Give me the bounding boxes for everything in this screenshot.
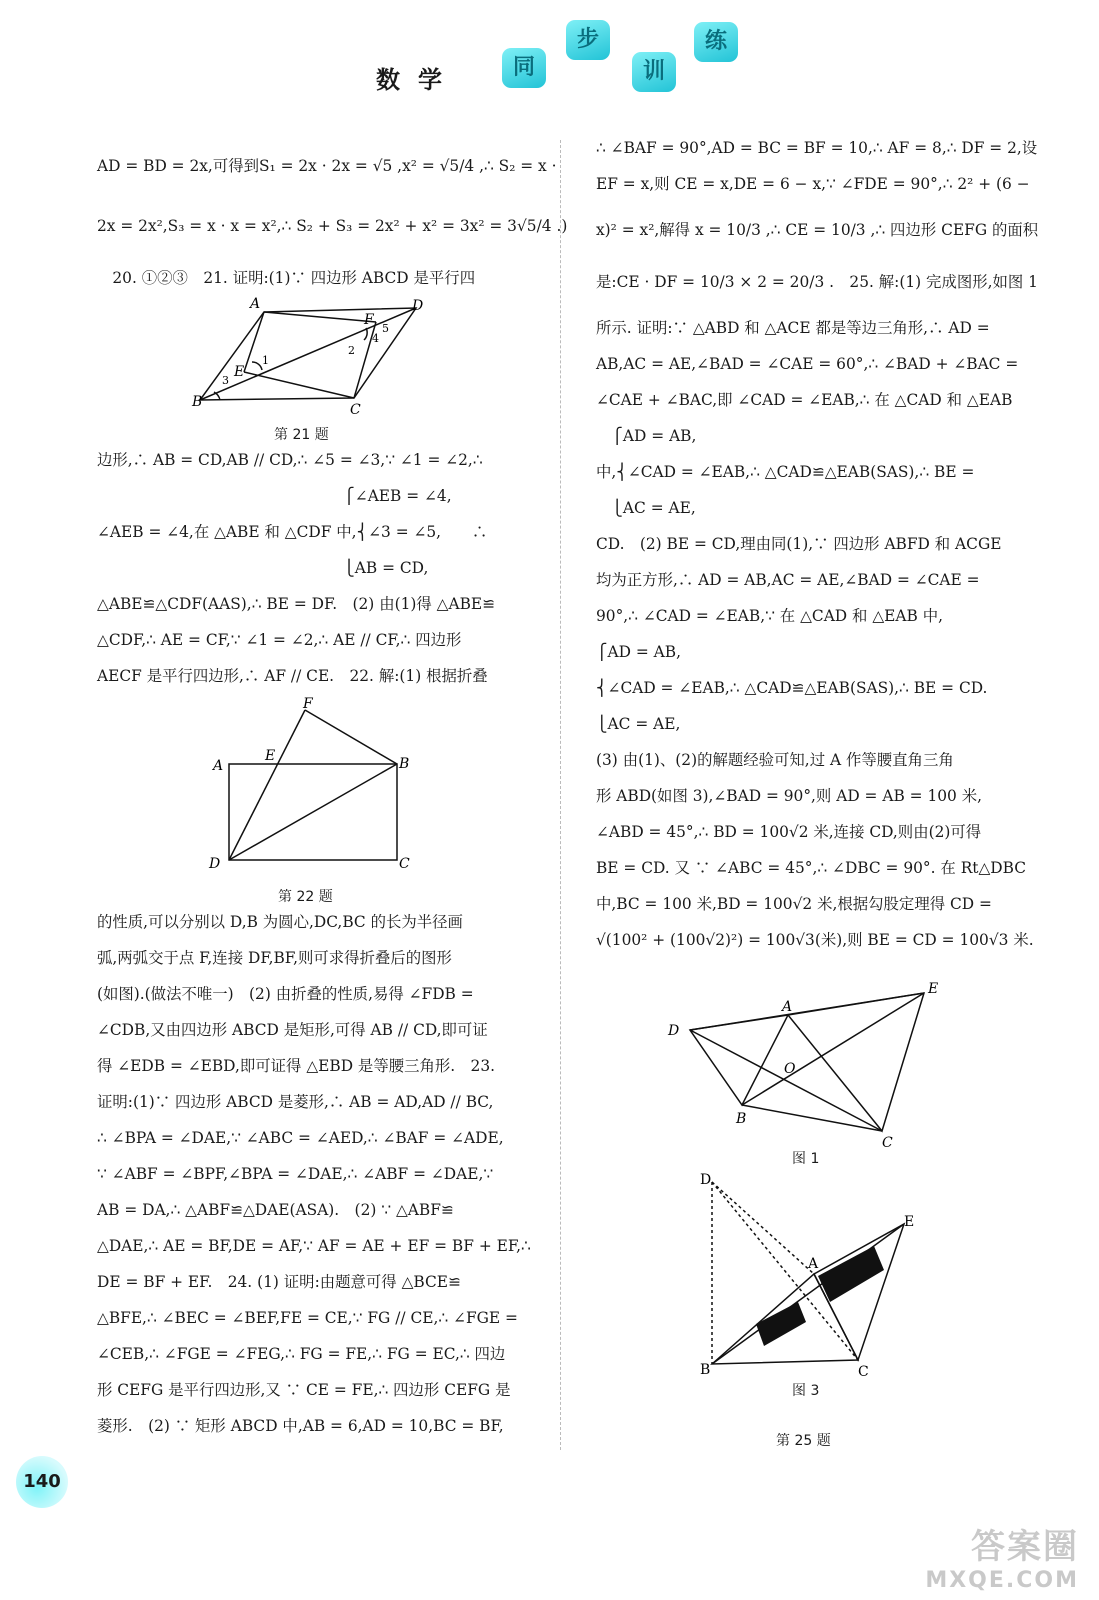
column-divider: [560, 140, 561, 1450]
text-line: 边形,∴ AB = CD,AB // CD,∴ ∠5 = ∠3,∵ ∠1 = ∠2,∴: [97, 451, 483, 469]
text-line: ∠CDB,又由四边形 ABCD 是矩形,可得 AB // CD,即可证: [97, 1021, 488, 1039]
text-line: ⎩AC = AE,: [596, 715, 681, 733]
text-line: 证明:(1)∵ 四边形 ABCD 是菱形,∴ AB = AD,AD // BC,: [97, 1093, 494, 1111]
fig21-label-D: D: [412, 298, 424, 314]
text-line: 中,⎨∠CAD = ∠EAB,∴ △CAD≌△EAB(SAS),∴ BE =: [596, 463, 975, 481]
figure-1: [660, 975, 960, 1150]
text-line: 所示. 证明:∵ △ABD 和 △ACE 都是等边三角形,∴ AD =: [596, 319, 990, 337]
fig21-label-A: A: [250, 296, 261, 312]
header-badge-1: 同: [502, 48, 546, 88]
fig1-label-B: B: [736, 1111, 747, 1127]
fig21-angle-3: 3: [222, 374, 229, 387]
text-line: 的性质,可以分别以 D,B 为圆心,DC,BC 的长为半径画: [97, 913, 463, 931]
fig1-line-BE: [742, 993, 924, 1105]
fig21-angle-4: 4: [372, 332, 379, 345]
fig21-label-B: B: [192, 394, 203, 410]
text-line: 90°,∴ ∠CAD = ∠EAB,∵ 在 △CAD 和 △EAB 中,: [596, 607, 943, 625]
text-line: 得 ∠EDB = ∠EBD,即可证得 △EBD 是等腰三角形. 23.: [97, 1057, 496, 1075]
watermark-line: MXQE.COM: [925, 1568, 1079, 1593]
text-line: ⎨∠CAD = ∠EAB,∴ △CAD≌△EAB(SAS),∴ BE = CD.: [596, 679, 988, 697]
text-line: AD = BD = 2x,可得到S₁ = 2x · 2x = √5 ,x² = √5/4 ,∴ S₂ = x ·: [97, 157, 557, 175]
text-line: CD. (2) BE = CD,理由同(1),∵ 四边形 ABFD 和 ACGE: [596, 535, 1002, 553]
fig1-line-DC: [690, 1030, 882, 1131]
text-line: DE = BF + EF. 24. (1) 证明:由题意可得 △BCE≌: [97, 1273, 461, 1291]
fig21-angle-5: 5: [382, 322, 389, 335]
fig21-angle-arc: [252, 362, 262, 370]
fig22-caption: 第 22 题: [278, 889, 333, 905]
text-line: AECF 是平行四边形,∴ AF // CE. 22. 解:(1) 根据折叠: [97, 667, 488, 685]
text-line: 是:CE · DF = 10/3 × 2 = 20/3 . 25. 解:(1) 完成图形,如图 1: [596, 273, 1038, 291]
text-line: 2x = 2x²,S₃ = x · x = x²,∴ S₂ + S₃ = 2x² + x² = 3x² = 3√5/4 .): [97, 217, 568, 235]
fig1-line-DE: [690, 993, 924, 1030]
fig1-caption: 图 1: [792, 1151, 820, 1167]
text-line: ∴ ∠BAF = 90°,AD = BC = BF = 10,∴ AF = 8,∴ DF = 2,设: [596, 139, 1038, 157]
fig22-label-D: D: [209, 856, 221, 872]
fig1-label-C: C: [882, 1135, 893, 1150]
text-line: 弧,两弧交于点 F,连接 DF,BF,则可求得折叠后的图形: [97, 949, 452, 967]
fig3-label-C: C: [858, 1364, 869, 1378]
text-line: ∴ ∠BPA = ∠DAE,∵ ∠ABC = ∠AED,∴ ∠BAF = ∠ADE,: [97, 1129, 504, 1147]
fig22-label-C: C: [399, 856, 410, 872]
fig3-dashed-DA: [712, 1182, 814, 1274]
fig3-block: [818, 1246, 884, 1302]
fig22-label-F: F: [303, 696, 313, 712]
text-line: △CDF,∴ AE = CF,∵ ∠1 = ∠2,∴ AE // CF,∴ 四边形: [97, 631, 462, 649]
fig22-label-B: B: [399, 756, 410, 772]
text-line: 菱形. (2) ∵ 矩形 ABCD 中,AB = 6,AD = 10,BC = BF,: [97, 1417, 504, 1435]
fig25-caption: 第 25 题: [776, 1433, 831, 1449]
text-line: △DAE,∴ AE = BF,DE = AF,∵ AF = AE + EF = BF + EF,∴: [97, 1237, 531, 1255]
page-number: 140: [16, 1456, 68, 1508]
fig21-line-EC: [244, 372, 354, 398]
text-line: ∠CAE + ∠BAC,即 ∠CAD = ∠EAB,∴ 在 △CAD 和 △EAB: [596, 391, 1013, 409]
header-badge-2: 步: [566, 20, 610, 60]
fig3-block: [756, 1302, 806, 1346]
fig1-label-D: D: [668, 1023, 680, 1039]
text-line: EF = x,则 CE = x,DE = 6 − x,∵ ∠FDE = 90°,∴ 2² + (6 −: [596, 175, 1030, 193]
fig22-diagonal-DB: [229, 764, 397, 860]
fig21-line-AF: [264, 312, 376, 322]
fig22-label-A: A: [213, 758, 224, 774]
text-line: AB = DA,∴ △ABF≌△DAE(ASA). (2) ∵ △ABF≌: [97, 1201, 454, 1219]
fig3-label-D: D: [700, 1172, 712, 1188]
fig3-caption: 图 3: [792, 1383, 820, 1399]
figure-21: [180, 292, 440, 417]
fig3-label-A: A: [808, 1256, 819, 1272]
text-line: (如图).(做法不唯一) (2) 由折叠的性质,易得 ∠FDB =: [97, 985, 474, 1003]
fig22-line-FB: [305, 710, 397, 764]
text-line: △BFE,∴ ∠BEC = ∠BEF,FE = CE,∵ FG // CE,∴ ∠FGE =: [97, 1309, 518, 1327]
text-line: BE = CD. 又 ∵ ∠ABC = 45°,∴ ∠DBC = 90°. 在 Rt△DBC: [596, 859, 1027, 877]
fig1-line-BC: [742, 1105, 882, 1131]
left-column-part1: [97, 148, 568, 296]
watermark: [925, 1527, 1079, 1598]
text-line: 形 ABD(如图 3),∠BAD = 90°,则 AD = AB = 100 米,: [596, 787, 982, 805]
text-line: ⎧∠AEB = ∠4,: [97, 487, 452, 505]
left-column-part3: [97, 904, 529, 1444]
text-line: x)² = x²,解得 x = 10/3 ,∴ CE = 10/3 ,∴ 四边形 CEFG 的面积: [596, 221, 1039, 239]
fig1-label-A: A: [782, 999, 793, 1015]
fig1-label-O: O: [784, 1061, 796, 1077]
right-column: [596, 130, 1039, 958]
figure-3: [690, 1168, 930, 1378]
fig21-label-C: C: [350, 402, 361, 417]
text-line: 均为正方形,∴ AD = AB,AC = AE,∠BAD = ∠CAE =: [596, 571, 980, 589]
header-badge-3: 训: [632, 52, 676, 92]
fig21-caption: 第 21 题: [274, 427, 329, 443]
fig21-angle-2: 2: [348, 344, 355, 357]
text-line: ∠AEB = ∠4,在 △ABE 和 △CDF 中,⎨∠3 = ∠5, ∴: [97, 523, 488, 541]
fig22-label-E: E: [265, 748, 276, 764]
watermark-line: 答案圈: [971, 1527, 1079, 1567]
text-line: 中,BC = 100 米,BD = 100√2 米,根据勾股定理得 CD =: [596, 895, 992, 913]
text-line: ∠ABD = 45°,∴ BD = 100√2 米,连接 CD,则由(2)可得: [596, 823, 982, 841]
text-line: △ABE≌△CDF(AAS),∴ BE = DF. (2) 由(1)得 △ABE≌: [97, 595, 496, 613]
text-line: ∠CEB,∴ ∠FGE = ∠FEG,∴ FG = FE,∴ FG = EC,∴ 四边: [97, 1345, 506, 1363]
fig1-triangle-ACE: [788, 993, 924, 1131]
text-line: ⎩AB = CD,: [97, 559, 429, 577]
text-line: ⎧AD = AB,: [596, 427, 697, 445]
fig21-line-AE: [244, 312, 264, 372]
fig21-angle-arc: [214, 392, 220, 400]
fig3-line-BE: [712, 1224, 904, 1364]
text-line: ∵ ∠ABF = ∠BPF,∠BPA = ∠DAE,∴ ∠ABF = ∠DAE,∵: [97, 1165, 494, 1183]
fig1-triangle-ABD: [690, 1015, 788, 1105]
figure-22: [205, 692, 425, 877]
header-badge-4: 练: [694, 22, 738, 62]
text-line: (3) 由(1)、(2)的解题经验可知,过 A 作等腰直角三角: [596, 751, 954, 769]
fig21-label-F: F: [364, 312, 374, 328]
text-line: √(100² + (100√2)²) = 100√3(米),则 BE = CD = 100√3 米.: [596, 931, 1034, 949]
text-line: AB,AC = AE,∠BAD = ∠CAE = 60°,∴ ∠BAD + ∠BAC =: [596, 355, 1019, 373]
text-line: ⎩AC = AE,: [596, 499, 696, 517]
text-line: 20. ①②③ 21. 证明:(1)∵ 四边形 ABCD 是平行四: [97, 269, 476, 287]
text-line: ⎧AD = AB,: [596, 643, 681, 661]
fig1-label-E: E: [928, 981, 939, 997]
fig21-angle-1: 1: [262, 354, 269, 367]
header-subject: 数学: [376, 66, 460, 94]
fig21-label-E: E: [234, 364, 245, 380]
text-line: 形 CEFG 是平行四边形,又 ∵ CE = FE,∴ 四边形 CEFG 是: [97, 1381, 511, 1399]
left-column-part2: [97, 442, 529, 694]
fig3-label-E: E: [904, 1214, 915, 1230]
fig3-label-B: B: [700, 1362, 711, 1378]
